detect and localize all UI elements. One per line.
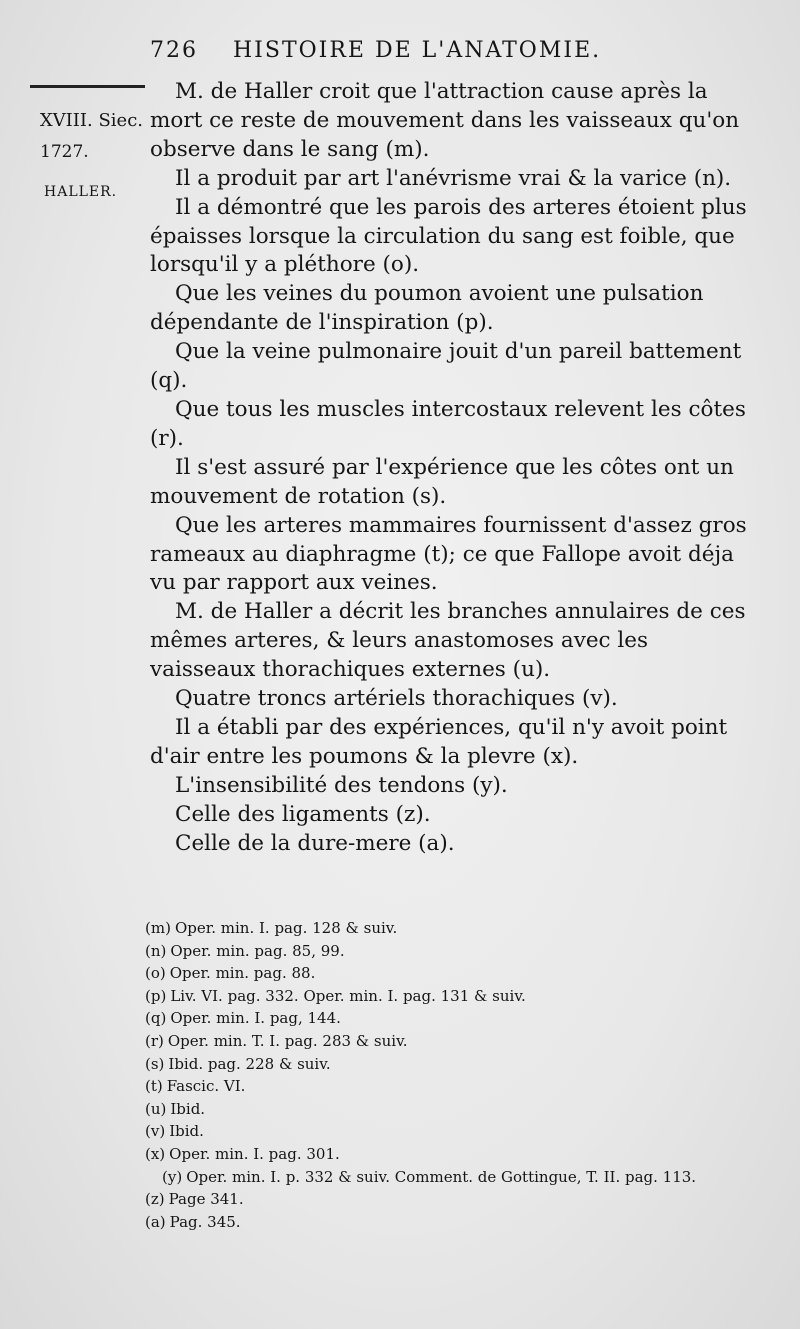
footnote-mark: (o) (145, 964, 166, 983)
footnote (145, 1075, 765, 1098)
running-head (150, 38, 770, 63)
footnote-mark: (q) (145, 1009, 167, 1028)
footnote-text: Ibid. (170, 1099, 206, 1118)
footnote-mark: (r) (145, 1031, 164, 1050)
paragraph: Il a établi par des expériences, qu'il n'y avoit point d'air entre les poumons & la plevre (x). (150, 714, 728, 769)
footnote (145, 1007, 765, 1030)
footnotes (145, 917, 765, 1233)
footnote-text: Oper. min. pag. 85, 99. (170, 941, 345, 960)
footnote-text: Oper. min. I. pag, 144. (170, 1009, 341, 1028)
footnote-text: Fascic. VI. (166, 1077, 246, 1096)
footnote-text: Ibid. (169, 1122, 204, 1141)
footnote (145, 940, 765, 963)
footnote-mark: (x) (145, 1144, 166, 1163)
footnote-mark: (t) (145, 1077, 163, 1096)
page-number: 726 (150, 38, 198, 63)
header-rule (30, 85, 145, 88)
footnote (145, 1211, 765, 1234)
footnote (145, 1030, 765, 1053)
footnote-mark: (a) (145, 1212, 166, 1231)
paragraph: Que les arteres mammaires fournissent d'assez gros rameaux au diaphragme (t); ce que Fallope avoit déja vu par rapport aux veines. (150, 512, 747, 596)
footnote-mark: (u) (145, 1099, 167, 1118)
footnote-mark: (v) (145, 1122, 166, 1141)
footnote-mark: (s) (145, 1054, 165, 1073)
footnote-mark: (m) (145, 919, 171, 937)
margin-century: XVIII. Siec. (39, 110, 143, 131)
footnote-text: Oper. min. I. pag. 128 & suiv. (174, 919, 398, 937)
footnote-text: Pag. 345. (169, 1212, 241, 1231)
paragraph: Celle des ligaments (z). (175, 801, 431, 827)
footnote-text: Oper. min. T. I. pag. 283 & suiv. (167, 1031, 408, 1050)
paragraph: Il a démontré que les parois des arteres étoient plus épaisses lorsque la circulation du sang est foible, que lorsqu'il y a pléthore (o). (150, 194, 747, 278)
footnote-text: Page 341. (168, 1190, 244, 1209)
footnote-mark: (n) (145, 941, 167, 960)
paragraph: Que tous les muscles intercostaux relevent les côtes (r). (150, 396, 746, 451)
footnote-mark: (y) (162, 1167, 183, 1186)
page-title: HISTOIRE DE L'ANATOMIE. (233, 38, 602, 63)
margin-year: 1727. (40, 142, 89, 162)
footnote-text: Liv. VI. pag. 332. Oper. min. I. pag. 131 & suiv. (170, 986, 526, 1005)
paragraph: Que la veine pulmonaire jouit d'un pareil battement (q). (150, 339, 742, 394)
paragraph: Celle de la dure-mere (a). (175, 830, 455, 856)
margin-author: HALLER. (44, 184, 118, 200)
paragraph: M. de Haller a décrit les branches annulaires de ces mêmes arteres, & leurs anastomoses avec les vaisseaux thorachiques externes (u). (150, 599, 746, 683)
footnote-text: Oper. min. I. pag. 301. (169, 1144, 340, 1163)
footnote (145, 917, 765, 940)
footnote-text: Oper. min. pag. 88. (169, 964, 316, 983)
footnote-mark: (z) (145, 1190, 165, 1209)
main-text (150, 78, 760, 858)
paragraph: Que les veines du poumon avoient une pulsation dépendante de l'inspiration (p). (150, 281, 704, 336)
footnote (145, 1166, 765, 1189)
paragraph: Il s'est assuré par l'expérience que les côtes ont un mouvement de rotation (s). (150, 454, 734, 509)
footnote (145, 1188, 765, 1211)
footnote (145, 1098, 765, 1121)
footnote-text: Oper. min. I. p. 332 & suiv. Comment. de Gottingue, T. II. pag. 113. (186, 1167, 697, 1186)
footnote (145, 1053, 765, 1076)
footnote (145, 1120, 765, 1143)
footnote-mark: (p) (145, 986, 167, 1005)
paragraph: Il a produit par art l'anévrisme vrai & la varice (n). (175, 165, 732, 191)
paragraph: M. de Haller croit que l'attraction cause après la mort ce reste de mouvement dans les vaisseaux qu'on observe dans le sang (m). (150, 79, 740, 162)
paragraph: L'insensibilité des tendons (y). (175, 772, 508, 798)
footnote (145, 962, 765, 985)
footnote (145, 985, 765, 1008)
footnote (145, 1143, 765, 1166)
footnote-text: Ibid. pag. 228 & suiv. (168, 1054, 331, 1073)
paragraph: Quatre troncs artériels thorachiques (v). (175, 686, 618, 712)
